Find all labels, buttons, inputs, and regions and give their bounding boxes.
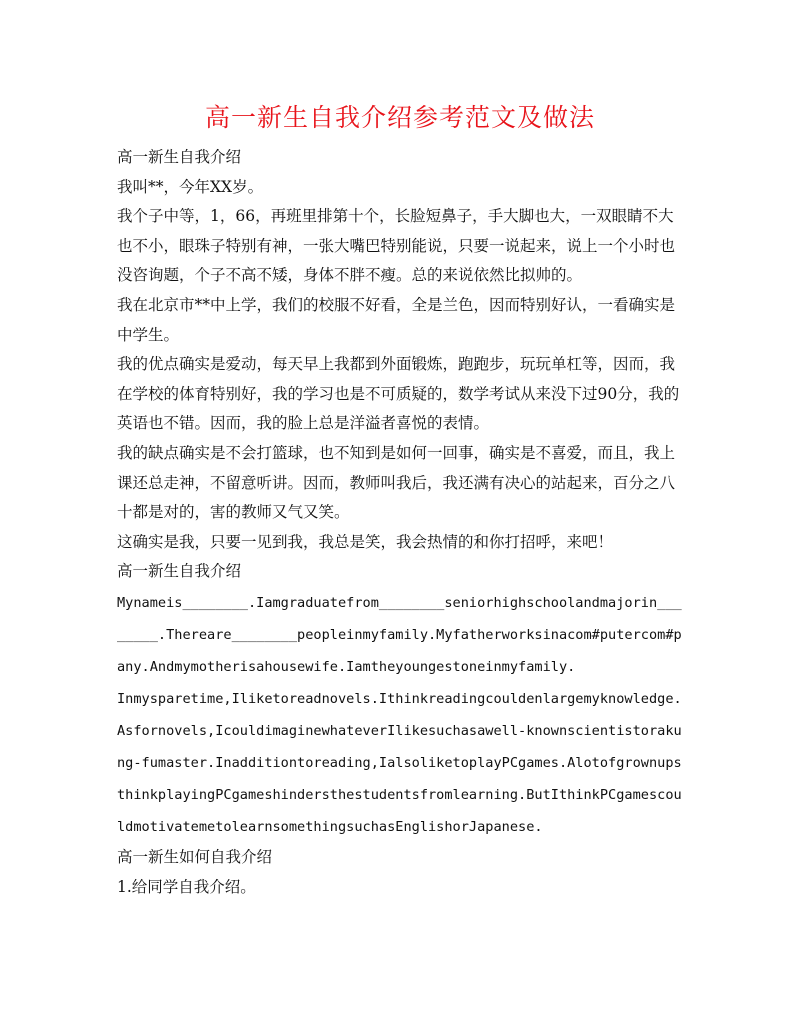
english-paragraph: Inmysparetime,Iliketoreadnovels.Ithinkreadingcouldenlargemyknowledge.Asfornovels,IcouldimaginewhateverIlikesuchasawell-knownscientistorakung-fumaster.Inadditiontoreading,IalsoliketoplayPCgames.AlotofgrownupsthinkplayingPCgameshindersthestudentsfromlearning.ButIthinkPCgamescouldmotivatemetolearnsomethingsuchasEnglishorJapanese.: [117, 690, 682, 835]
paragraph: 我的优点确实是爱动，每天早上我都到外面锻炼，跑跑步，玩玩单杠等，因而，我在学校的体育特别好，我的学习也是不可质疑的，数学考试从来没下过90分，我的英语也不错。因而，我的脸上总是洋溢者喜悦的表情。: [117, 355, 680, 433]
section-heading: 高一新生如何自我介绍: [117, 847, 273, 866]
section-heading: 高一新生自我介绍: [117, 148, 242, 166]
paragraph: 我个子中等，1，66，再班里排第十个，长脸短鼻子，手大脚也大，一双眼睛不大也不小，眼珠子特别有神，一张大嘴巴特别能说，只要一说起来，说上一个小时也没咨询题，个子不高不矮，身体不胖不瘦。总的来说依然比拟帅的。: [117, 207, 676, 285]
paragraph: 1.给同学自我介绍。: [117, 877, 256, 896]
paragraph: 我叫**，今年XX岁。: [117, 177, 264, 196]
document-body: [117, 143, 687, 902]
section-heading: 高一新生自我介绍: [117, 562, 242, 581]
paragraph: 我在北京市**中上学，我们的校服不好看，全是兰色，因而特别好认，一看确实是中学生。: [117, 295, 676, 344]
paragraph: 这确实是我，只要一见到我，我总是笑，我会热情的和你打招呼，来吧！: [117, 532, 614, 551]
document-title: 高一新生自我介绍参考范文及做法: [204, 103, 595, 132]
paragraph: 我的缺点确实是不会打篮球，也不知到是如何一回事，确实是不喜爱，而且，我上课还总走神，不留意听讲。因而，教师叫我后，我还满有决心的站起来，百分之八十都是对的，害的教师又气又笑。: [117, 443, 676, 522]
english-paragraph: Mynameis________.Iamgraduatefrom________seniorhighschoolandmajorin________.Thereare________peopleinmyfamily.Myfatherworksinacom#putercom#pany.Andmymotherisahousewife.Iamtheyoungestoneinmyfamily.: [117, 594, 682, 675]
